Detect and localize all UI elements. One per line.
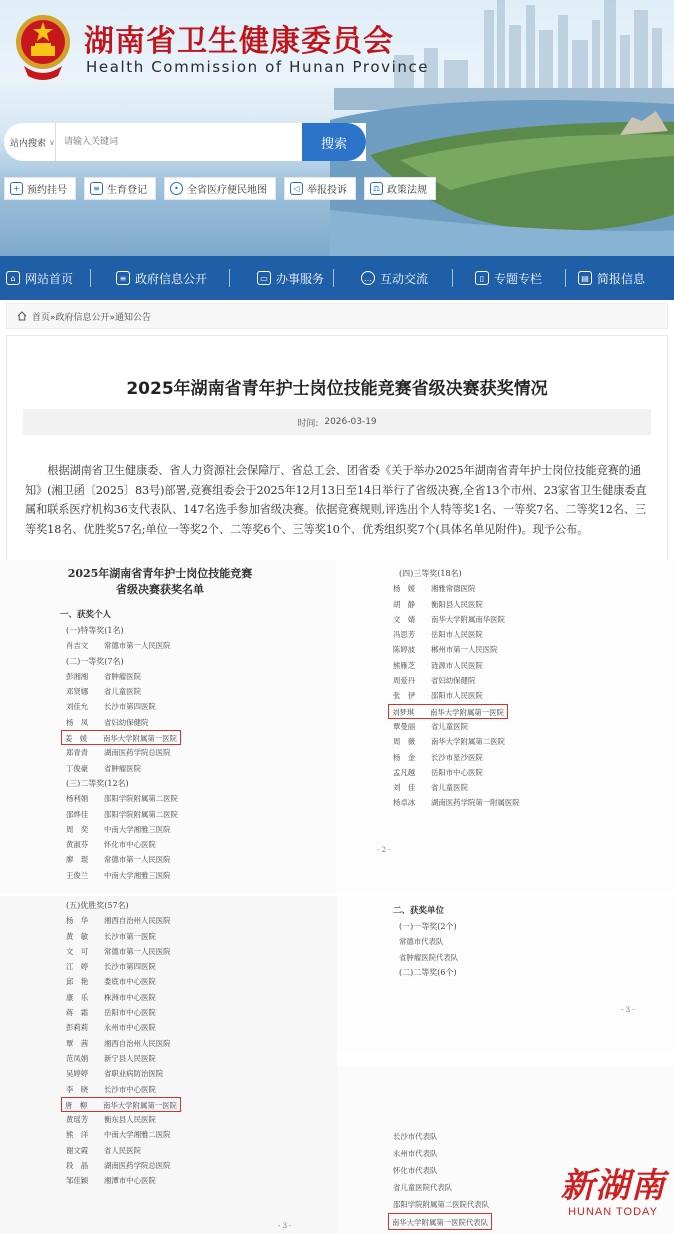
award-team-row xyxy=(385,1145,674,1162)
breadcrumb-text[interactable]: 首页»政府信息公开»通知公告 xyxy=(32,312,152,323)
quick-link-label: 政策法规 xyxy=(387,185,427,196)
award-name-row xyxy=(60,868,337,883)
name-entry xyxy=(66,715,148,730)
winner-name: 杨 金 xyxy=(393,752,416,762)
home-icon: ⌂ xyxy=(6,271,20,285)
home-icon xyxy=(17,311,27,321)
winner-hospital: 常德市第一人民医院 xyxy=(104,855,171,865)
team-name: 邵阳学院附属第二医院代表队 xyxy=(393,1200,490,1209)
winner-hospital: 省儿童医院 xyxy=(431,783,468,793)
team-name: 长沙市代表队 xyxy=(393,1132,438,1141)
team-name: 永州市代表队 xyxy=(393,1149,438,1158)
name-entry xyxy=(66,822,171,837)
search-bar xyxy=(4,123,366,161)
nav-item-label: 网站首页 xyxy=(25,271,74,286)
winner-hospital: 衡东县人民医院 xyxy=(104,1115,156,1125)
award-name-row xyxy=(60,684,337,699)
winner-hospital: 常德市第一人民医院 xyxy=(104,946,171,956)
quick-link-label: 生育登记 xyxy=(107,185,147,196)
award-name-row xyxy=(377,597,674,612)
hospital-icon: + xyxy=(10,182,23,195)
winner-name: 熊雁芝 xyxy=(393,660,416,670)
chevron-down-icon: ∨ xyxy=(49,137,55,147)
name-entry xyxy=(393,642,498,657)
winner-name: 黄淑芬 xyxy=(66,840,89,850)
name-entry xyxy=(66,837,156,852)
team-name: 省儿童医院代表队 xyxy=(393,1183,453,1192)
name-entry xyxy=(66,929,156,944)
site-title: 湖南省卫生健康委员会 xyxy=(84,24,394,59)
name-entry xyxy=(393,627,483,642)
document-scan-page-2 xyxy=(337,560,674,894)
winner-hospital: 株洲市中心医院 xyxy=(104,992,156,1002)
winner-hospital: 常德市第一人民医院 xyxy=(104,641,171,651)
award-name-row xyxy=(60,669,337,684)
award-name-row xyxy=(60,1173,337,1188)
briefcase-icon: ▭ xyxy=(257,271,271,285)
winner-hospital: 长沙市第四医院 xyxy=(104,702,156,712)
winner-hospital: 长沙市中心医院 xyxy=(104,1084,156,1094)
article-panel xyxy=(6,335,668,560)
section-heading: 一、获奖个人 xyxy=(60,610,112,620)
name-entry xyxy=(66,1143,141,1158)
name-entry xyxy=(66,1051,156,1066)
name-entry xyxy=(393,765,483,780)
name-entry xyxy=(66,1005,156,1020)
name-entry xyxy=(66,745,171,760)
award-name-row xyxy=(60,807,337,822)
map-pin-icon: • xyxy=(170,182,183,195)
name-entry xyxy=(66,638,171,653)
award-name-row xyxy=(60,699,337,714)
name-entry xyxy=(66,1066,163,1081)
header-banner xyxy=(0,0,674,256)
winner-name: 邹佳颖 xyxy=(66,1176,89,1186)
winner-name: 范凤娟 xyxy=(66,1053,89,1063)
logo-wordmark: HUNAN TODAY xyxy=(568,1206,658,1218)
name-entry xyxy=(393,581,475,596)
team-name: 省肿瘤医院代表队 xyxy=(399,952,459,962)
register-icon: ≡ xyxy=(90,182,103,195)
winner-hospital: 长沙市第四医院 xyxy=(104,962,156,972)
winner-hospital: 省儿童医院 xyxy=(431,721,468,731)
name-entry xyxy=(393,658,483,673)
river-island-image xyxy=(330,60,674,256)
winner-name: 张 伊 xyxy=(393,691,416,701)
winner-hospital: 邵阳学院附属第二医院 xyxy=(104,794,178,804)
name-entry xyxy=(393,795,520,810)
name-entry xyxy=(66,699,156,714)
award-name-row xyxy=(377,750,674,765)
winner-name: 胡 静 xyxy=(393,599,416,609)
winner-name: 周爱丹 xyxy=(393,676,416,686)
nav-item-label: 办事服务 xyxy=(276,271,325,286)
award-name-row xyxy=(60,990,337,1005)
winner-name: 彭莉莉 xyxy=(66,1023,89,1033)
quick-link-birth-registration[interactable] xyxy=(84,177,156,200)
award-name-row xyxy=(60,1051,337,1066)
winner-name: 覃 茜 xyxy=(66,1038,89,1048)
winner-name: 冯思芳 xyxy=(393,630,416,640)
winner-hospital: 中南大学湘雅二医院 xyxy=(104,1130,171,1140)
winner-name: 黄瑶芳 xyxy=(66,1115,89,1125)
name-entry xyxy=(393,750,483,765)
winner-hospital: 省妇幼保健院 xyxy=(431,676,476,686)
name-entry xyxy=(66,944,171,959)
winner-hospital: 长沙市星沙医院 xyxy=(431,752,483,762)
article-body: 根据湖南省卫生健康委、省人力资源社会保障厅、省总工会、团省委《关于举办2025年湖南省青年护士岗位技能竞赛的通知》(湘卫函〔2025〕83号)部署,竞赛组委会于2025年12月13日至14日举行了省级决赛,全省13个市州、23家省卫生健康委直属和联系医疗机构36支代表队、147名选手参加省级决赛。依据竞赛规则,评选出个人特等奖1名、一等奖7名、二等奖12名、三等奖18名、优胜奖57名;单位一等奖2个、二等奖6个、三等奖10个、优秀组织奖7个(具体名单见附件)。现予公布。 xyxy=(25,464,647,536)
team-name: 怀化市代表队 xyxy=(393,1166,438,1175)
document-scan-page-4 xyxy=(337,896,674,1054)
search-scope-label: 站内搜索 xyxy=(10,138,47,149)
winner-hospital: 南华大学附属南华医院 xyxy=(431,614,505,624)
award-name-row xyxy=(60,1097,337,1112)
highlight-box xyxy=(61,730,181,745)
winner-name: 康 乐 xyxy=(66,992,89,1002)
winner-hospital: 省儿童医院 xyxy=(104,687,141,697)
name-entry xyxy=(66,974,156,989)
winner-hospital: 郴州市第一人民医院 xyxy=(431,645,498,655)
site-subtitle: Health Commission of Hunan Province xyxy=(86,58,430,76)
award-name-row xyxy=(377,795,674,810)
winner-name: 刘 佳 xyxy=(393,783,416,793)
name-entry xyxy=(66,1158,171,1173)
winner-name: 熊 洋 xyxy=(66,1130,89,1140)
award-name-row xyxy=(60,1158,337,1173)
search-button[interactable]: 搜索 xyxy=(302,123,366,161)
winner-name: 文 可 xyxy=(66,946,89,956)
winner-name: 杨 凤 xyxy=(66,717,89,727)
award-name-row xyxy=(60,837,337,852)
winner-name: 谢文霞 xyxy=(66,1145,89,1155)
page-number: - 2 - xyxy=(377,846,391,854)
name-entry xyxy=(393,780,468,795)
winner-name: 杨 媛 xyxy=(393,584,416,594)
winner-name: 杨卓冰 xyxy=(393,798,416,808)
document-icon: ≡ xyxy=(116,271,130,285)
doc-title-line-1: 2025年湖南省青年护士岗位技能竞赛 xyxy=(67,567,253,580)
nav-item-topics[interactable] xyxy=(453,256,565,300)
logo-mark: 新湖南 xyxy=(560,1166,666,1206)
winner-hospital: 中南大学湘雅三医院 xyxy=(104,870,171,880)
winner-name: 邱 艳 xyxy=(66,977,89,987)
nav-item-services[interactable] xyxy=(230,256,333,300)
page-number: - 3 - xyxy=(278,1222,292,1230)
name-entry xyxy=(66,1036,171,1051)
winner-name: 覃曼丽 xyxy=(393,721,416,731)
winner-name: 肖吉文 xyxy=(66,641,89,651)
section-heading: 二、获奖单位 xyxy=(393,906,445,916)
award-name-row xyxy=(377,734,674,749)
scales-icon: ⚖ xyxy=(370,182,383,195)
book-icon: ▯ xyxy=(475,271,489,285)
nav-item-label: 互动交流 xyxy=(380,271,429,286)
name-entry xyxy=(66,868,171,883)
award-name-row xyxy=(60,913,337,928)
award-heading: (四)三等奖(18名) xyxy=(399,569,462,578)
winner-hospital: 岳阳市中心医院 xyxy=(104,1008,156,1018)
name-entry xyxy=(66,1082,156,1097)
award-heading: (三)二等奖(12名) xyxy=(66,778,129,788)
winner-name: 陈婷波 xyxy=(393,645,416,655)
award-name-row xyxy=(60,1036,337,1051)
award-name-row xyxy=(377,719,674,734)
name-entry xyxy=(66,761,141,776)
award-name-row xyxy=(60,791,337,806)
winner-name: 杨利娟 xyxy=(66,794,89,804)
quick-link-label: 举报投诉 xyxy=(307,185,347,196)
winner-name: 廖 琨 xyxy=(66,855,89,865)
winner-hospital: 涟源市人民医院 xyxy=(431,660,483,670)
news-icon: ▤ xyxy=(578,271,592,285)
name-entry xyxy=(66,1020,156,1035)
award-name-row xyxy=(60,1082,337,1097)
time-label: 时间: xyxy=(297,418,319,429)
quick-link-medical-map[interactable] xyxy=(164,177,276,200)
name-entry xyxy=(66,807,178,822)
winner-name: 刘佳允 xyxy=(66,702,89,712)
quick-link-label: 预约挂号 xyxy=(27,185,67,196)
nav-item-home[interactable] xyxy=(0,256,90,300)
winner-hospital: 永州市中心医院 xyxy=(104,1023,156,1033)
winner-hospital: 邵阳市人民医院 xyxy=(431,691,483,701)
highlight-box xyxy=(61,1097,181,1112)
award-heading: (一)特等奖(1名) xyxy=(66,626,124,635)
national-emblem-logo xyxy=(14,10,72,84)
chat-icon: … xyxy=(361,271,375,285)
winner-hospital: 中南大学湘雅三医院 xyxy=(104,824,171,834)
name-entry xyxy=(393,597,483,612)
name-entry xyxy=(393,734,505,749)
document-scan-page-3 xyxy=(0,896,337,1234)
winner-name: 黄 敏 xyxy=(66,931,89,941)
name-entry xyxy=(393,719,468,734)
award-heading: (五)优胜奖(57名) xyxy=(66,901,129,910)
search-input[interactable] xyxy=(56,123,302,161)
article-meta xyxy=(23,409,651,435)
award-name-row xyxy=(60,1005,337,1020)
name-entry xyxy=(66,990,156,1005)
highlight-box: 南华大学附属第一医院代表队 xyxy=(388,1213,492,1230)
award-name-row xyxy=(60,730,337,745)
winner-name: 李 晓 xyxy=(66,1084,89,1094)
award-name-row xyxy=(377,627,674,642)
winner-name: 丁俊豪 xyxy=(66,763,89,773)
breadcrumb xyxy=(6,303,668,329)
article-title: 2025年湖南省青年护士岗位技能竞赛省级决赛获奖情况 xyxy=(126,379,548,399)
award-name-row xyxy=(60,852,337,867)
award-heading: (二)一等奖(7名) xyxy=(66,656,124,666)
winner-name: 王俊兰 xyxy=(66,870,89,880)
award-name-row xyxy=(377,765,674,780)
winner-hospital: 湖南医药学院总医院 xyxy=(104,1161,171,1171)
winner-name: 唐 柳 xyxy=(65,1100,88,1110)
nav-item-briefing[interactable] xyxy=(566,256,645,300)
award-name-row xyxy=(377,658,674,673)
winner-hospital: 湘雅常德医院 xyxy=(431,584,476,594)
award-heading: (一)一等奖(2个) xyxy=(399,922,457,931)
document-scan-page-1 xyxy=(0,560,337,894)
award-name-row xyxy=(60,959,337,974)
doc-title-line-2: 省级决赛获奖名单 xyxy=(116,583,204,596)
winner-name: 周 薇 xyxy=(393,737,416,747)
winner-hospital: 省职业病防治医院 xyxy=(104,1069,164,1079)
award-name-row xyxy=(60,1020,337,1035)
winner-hospital: 南华大学附属第一医院 xyxy=(430,707,504,717)
award-name-row xyxy=(60,1127,337,1142)
search-scope-dropdown[interactable] xyxy=(4,123,56,161)
award-name-row xyxy=(377,642,674,657)
award-heading: (二)二等奖(6个) xyxy=(399,967,457,977)
winner-hospital: 长沙市第一医院 xyxy=(104,931,156,941)
name-entry xyxy=(66,669,141,684)
main-nav xyxy=(0,256,674,300)
winner-hospital: 南华大学附属第二医院 xyxy=(431,737,505,747)
highlight-box xyxy=(388,704,508,719)
award-team-row xyxy=(393,950,674,965)
nav-item-label: 政府信息公开 xyxy=(135,271,208,286)
award-name-row xyxy=(377,704,674,719)
winner-hospital: 省人民医院 xyxy=(104,1145,141,1155)
name-entry xyxy=(66,852,171,867)
winner-name: 文 婧 xyxy=(393,614,416,624)
name-entry xyxy=(66,913,171,928)
name-entry xyxy=(66,959,156,974)
winner-hospital: 衡阳县人民医院 xyxy=(431,599,483,609)
name-entry xyxy=(393,612,505,627)
winner-name: 邵烨佳 xyxy=(66,809,89,819)
winner-name: 刘梦琪 xyxy=(392,707,415,717)
winner-hospital: 南华大学附属第一医院 xyxy=(103,734,177,744)
award-name-row xyxy=(60,974,337,989)
name-entry xyxy=(66,791,178,806)
award-name-row xyxy=(60,1143,337,1158)
winner-name: 周 奕 xyxy=(66,824,89,834)
winner-name: 邓贤娜 xyxy=(66,687,89,697)
award-name-row xyxy=(60,944,337,959)
name-entry xyxy=(66,1127,171,1142)
winner-hospital: 南华大学附属第一医院 xyxy=(103,1100,177,1110)
award-name-row xyxy=(60,1112,337,1127)
winner-name: 吴婷婷 xyxy=(66,1069,89,1079)
award-name-row xyxy=(60,638,337,653)
award-name-row xyxy=(60,822,337,837)
award-name-row xyxy=(60,929,337,944)
winner-hospital: 省肿瘤医院 xyxy=(104,763,141,773)
award-name-row xyxy=(60,715,337,730)
quick-links xyxy=(4,177,436,200)
nav-item-label: 简报信息 xyxy=(597,271,646,286)
award-name-row xyxy=(377,673,674,688)
winner-hospital: 岳阳市人民医院 xyxy=(431,630,483,640)
award-name-row xyxy=(60,761,337,776)
award-team-row xyxy=(393,934,674,949)
winner-hospital: 湖南医药学院总医院 xyxy=(104,748,171,758)
award-name-row xyxy=(60,745,337,760)
page-number: - 3 - xyxy=(621,1006,635,1014)
winner-hospital: 邵阳学院附属第二医院 xyxy=(104,809,178,819)
name-entry xyxy=(393,688,483,703)
winner-hospital: 湘西自治州人民医院 xyxy=(104,1038,171,1048)
quick-link-policy[interactable] xyxy=(364,177,436,200)
winner-name: 姜 媛 xyxy=(65,734,88,744)
megaphone-icon: ◁ xyxy=(290,182,303,195)
quick-link-complaint[interactable] xyxy=(284,177,356,200)
name-entry xyxy=(393,673,475,688)
publish-time: 2026-03-19 xyxy=(324,417,377,427)
winner-hospital: 怀化市中心医院 xyxy=(104,840,156,850)
winner-name: 蒋 霜 xyxy=(66,1008,89,1018)
winner-hospital: 省妇幼保健院 xyxy=(104,717,149,727)
winner-name: 杨 华 xyxy=(66,916,89,926)
name-entry xyxy=(66,1112,156,1127)
award-name-row xyxy=(377,780,674,795)
winner-hospital: 新宁县人民医院 xyxy=(104,1053,156,1063)
quick-link-label: 全省医疗便民地图 xyxy=(187,185,267,196)
winner-hospital: 岳阳市中心医院 xyxy=(431,767,483,777)
winner-hospital: 湘西自治州人民医院 xyxy=(104,916,171,926)
nav-item-gov-info[interactable] xyxy=(91,256,229,300)
name-entry xyxy=(66,1173,156,1188)
nav-item-label: 专题专栏 xyxy=(494,271,543,286)
winner-hospital: 湖南医药学院第一附属医院 xyxy=(431,798,520,808)
winner-hospital: 娄底市中心医院 xyxy=(104,977,156,987)
winner-hospital: 湘潭市中心医院 xyxy=(104,1176,156,1186)
name-entry xyxy=(66,684,141,699)
hunan-today-logo xyxy=(558,1166,668,1230)
award-team-row xyxy=(385,1128,674,1145)
quick-link-appointment[interactable] xyxy=(4,177,76,200)
team-name: 常德市代表队 xyxy=(399,937,444,947)
winner-name: 彭湘湘 xyxy=(66,671,89,681)
winner-name: 郑青青 xyxy=(66,748,89,758)
winner-name: 江 婷 xyxy=(66,962,89,972)
award-name-row xyxy=(60,1066,337,1081)
award-name-row xyxy=(377,612,674,627)
award-name-row xyxy=(377,688,674,703)
winner-name: 段 晶 xyxy=(66,1161,89,1171)
award-name-row xyxy=(377,581,674,596)
nav-item-interaction[interactable] xyxy=(334,256,452,300)
winner-name: 孟凡越 xyxy=(393,767,416,777)
winner-hospital: 省肿瘤医院 xyxy=(104,671,141,681)
